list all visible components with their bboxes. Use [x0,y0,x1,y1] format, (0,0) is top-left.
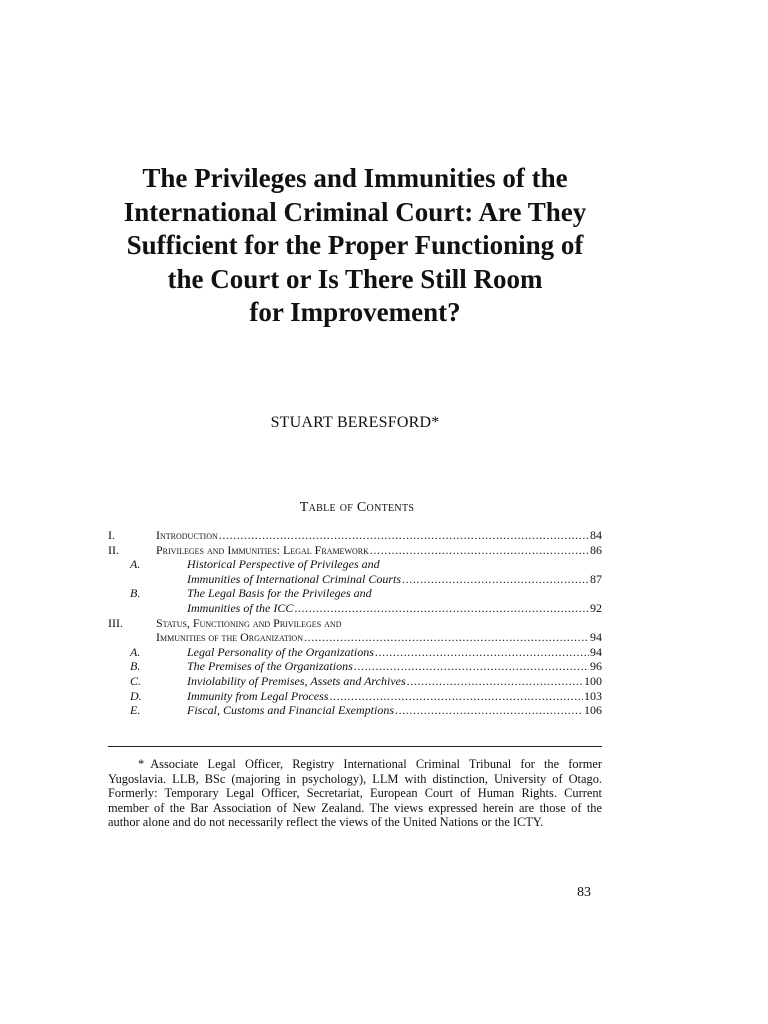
title-line: for Improvement? [249,297,461,327]
toc-entry-continuation [108,601,602,616]
toc-entry-continuation [108,630,602,645]
title-line: The Privileges and Immunities of the [142,163,568,193]
toc-leader-dots [354,659,589,674]
toc-entry-title: Status, Functioning and Privileges and [156,615,342,630]
toc-entry-letter: B. [130,659,141,674]
toc-leader-dots [370,543,589,558]
toc-entry [108,674,602,689]
toc-entry [108,703,602,718]
toc-entry-page: 100 [584,673,602,688]
toc-entry-page: 94 [590,644,602,659]
toc-entry-page: 84 [590,528,602,542]
toc-entry-title: Privileges and Immunities: Legal Framework [156,542,369,557]
toc-entry [108,543,602,558]
toc-entry-number: III. [108,615,123,630]
toc-entry-title: Immunities of the Organization [156,630,303,645]
article-title [100,162,610,330]
toc-entry-page: 96 [590,659,602,674]
toc-entry-page: 94 [590,630,602,645]
toc-entry [108,586,602,601]
toc-entry [108,557,602,572]
toc-entry-title: Legal Personality of the Organizations [187,644,374,659]
toc-leader-dots [304,630,589,645]
toc-entry [108,645,602,660]
toc-entry-title: Inviolability of Premises, Assets and Archives [187,673,406,688]
toc-entry-continuation [108,572,602,587]
toc-entry-letter: A. [130,644,141,659]
toc-entry-page: 106 [584,703,602,718]
footnote [108,757,602,830]
toc-entry-letter: C. [130,673,142,688]
toc-entry-title: Historical Perspective of Privileges and [187,557,380,572]
toc-entry [108,659,602,674]
toc-leader-dots [329,689,583,704]
footnote-divider [108,746,602,747]
toc-entry [108,689,602,704]
title-line: the Court or Is There Still Room [167,263,543,294]
toc-entry-title: Fiscal, Customs and Financial Exemptions [187,703,394,718]
toc-entry-letter: D. [130,688,142,703]
toc-leader-dots [219,528,589,543]
toc-entry [108,528,602,543]
toc-heading: Table of Contents [299,500,415,515]
page-number: 83 [577,885,591,900]
toc-entry-title: Introduction [156,528,218,542]
toc-leader-dots [294,601,589,616]
toc-entry-title: Immunities of International Criminal Courts [187,571,402,586]
toc-entry [108,616,602,631]
toc-entry-letter: A. [130,557,141,572]
toc-entry-title: The Premises of the Organizations [187,659,353,674]
toc-leader-dots [375,645,589,660]
toc-leader-dots [395,703,583,718]
table-of-contents [108,528,602,718]
footnote-marker: * [138,757,145,771]
toc-entry-title: Immunity from Legal Process [187,688,329,703]
toc-entry-letter: B. [130,586,141,601]
toc-entry-page: 87 [590,571,602,586]
toc-entry-number: II. [108,542,119,557]
author-name: STUART BERESFORD* [270,414,440,431]
toc-leader-dots [402,572,589,587]
toc-entry-page: 103 [584,688,602,703]
footnote-text: Associate Legal Officer, Registry International Criminal Tribunal for the former Yugoslavia. LLB, BSc (majoring in psychology), LLM with distinction, University of Otago. Formerly: Temporary Legal Officer, Secretariat, European Court of Human Rights. Current member of the Bar Association of New Zealand. The views expressed herein are those of the author alone and do not necessarily reflect the views of the United Nations or the ICTY. [108,757,602,830]
toc-entry-number: I. [108,528,115,542]
title-line: Sufficient for the Proper Functioning of [126,230,584,260]
toc-entry-title: Immunities of the ICC [187,600,294,615]
toc-entry-page: 92 [590,600,602,615]
toc-entry-title: The Legal Basis for the Privileges and [187,586,372,601]
toc-leader-dots [407,674,583,689]
toc-entry-page: 86 [590,542,602,557]
title-line: International Criminal Court: Are They [123,196,587,227]
toc-entry-letter: E. [130,703,141,718]
